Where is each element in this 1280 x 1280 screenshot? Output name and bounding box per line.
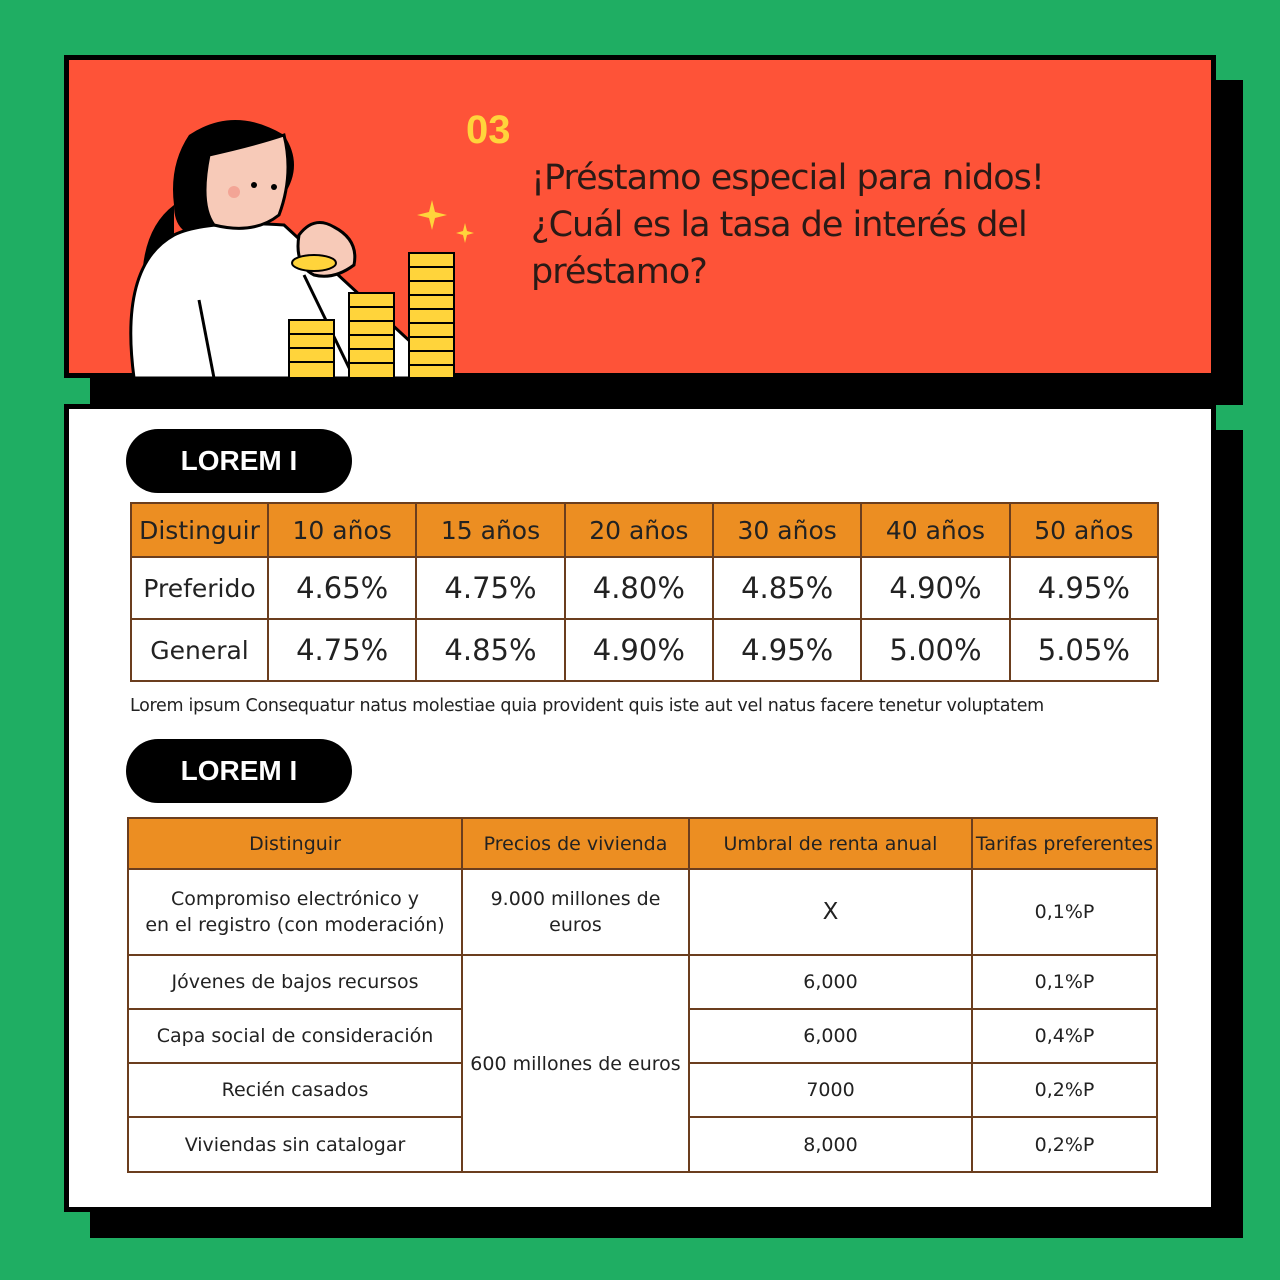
column-header: 40 años	[861, 503, 1009, 557]
table-header-row	[128, 818, 1157, 869]
table-row	[131, 619, 1158, 681]
column-header: Precios de vivienda	[462, 818, 689, 869]
column-header: 10 años	[268, 503, 416, 557]
rate-cell: 4.95%	[1010, 557, 1158, 619]
title-line: préstamo?	[531, 252, 707, 292]
page-title	[531, 155, 1044, 296]
rate-cell: 4.90%	[861, 557, 1009, 619]
rate-cell: 4.85%	[713, 557, 861, 619]
rate-cell: 0,2%P	[972, 1063, 1157, 1117]
threshold-cell: 6,000	[689, 1009, 972, 1063]
rate-cell: 4.95%	[713, 619, 861, 681]
rate-cell: 4.90%	[565, 619, 713, 681]
rate-cell: 4.80%	[565, 557, 713, 619]
rate-cell: 4.75%	[268, 619, 416, 681]
section-pill: LOREM I	[126, 429, 352, 493]
column-header: 15 años	[416, 503, 564, 557]
threshold-cell: 6,000	[689, 955, 972, 1009]
rate-cell: 4.65%	[268, 557, 416, 619]
column-header: 20 años	[565, 503, 713, 557]
rate-cell: 5.05%	[1010, 619, 1158, 681]
woman-saving-coins-illustration	[114, 115, 474, 378]
section-pill: LOREM I	[126, 739, 352, 803]
row-label: General	[131, 619, 268, 681]
step-number: 03	[466, 108, 511, 152]
row-label	[128, 869, 462, 955]
rate-cell: 0,4%P	[972, 1009, 1157, 1063]
label-line: en el registro (con moderación)	[145, 914, 445, 936]
rate-cell: 4.85%	[416, 619, 564, 681]
interest-rate-table	[130, 502, 1159, 682]
row-label: Recién casados	[128, 1063, 462, 1117]
row-label: Preferido	[131, 557, 268, 619]
price-cell: 600 millones de euros	[462, 955, 689, 1172]
column-header: Umbral de renta anual	[689, 818, 972, 869]
title-line: ¡Préstamo especial para nidos!	[531, 158, 1044, 198]
table-row	[128, 869, 1157, 955]
table-row	[131, 557, 1158, 619]
rate-cell: 5.00%	[861, 619, 1009, 681]
table-row	[128, 955, 1157, 1009]
price-cell: 9.000 millones de euros	[462, 869, 689, 955]
column-header: Distinguir	[128, 818, 462, 869]
column-header: 30 años	[713, 503, 861, 557]
table-header-row	[131, 503, 1158, 557]
row-label: Jóvenes de bajos recursos	[128, 955, 462, 1009]
title-line: ¿Cuál es la tasa de interés del	[531, 205, 1027, 245]
threshold-cell: X	[689, 869, 972, 955]
column-header: 50 años	[1010, 503, 1158, 557]
column-header: Distinguir	[131, 503, 268, 557]
rate-cell: 0,1%P	[972, 869, 1157, 955]
threshold-cell: 7000	[689, 1063, 972, 1117]
rate-cell: 0,2%P	[972, 1117, 1157, 1172]
housing-rate-table	[127, 817, 1158, 1173]
label-line: Compromiso electrónico y	[170, 888, 420, 910]
rate-cell: 0,1%P	[972, 955, 1157, 1009]
threshold-cell: 8,000	[689, 1117, 972, 1172]
row-label: Capa social de consideración	[128, 1009, 462, 1063]
rate-cell: 4.75%	[416, 557, 564, 619]
table-note: Lorem ipsum Consequatur natus molestiae quia provident quis iste aut vel natus facere tenetur voluptatem	[130, 696, 1044, 716]
row-label: Viviendas sin catalogar	[128, 1117, 462, 1172]
column-header: Tarifas preferentes	[972, 818, 1157, 869]
